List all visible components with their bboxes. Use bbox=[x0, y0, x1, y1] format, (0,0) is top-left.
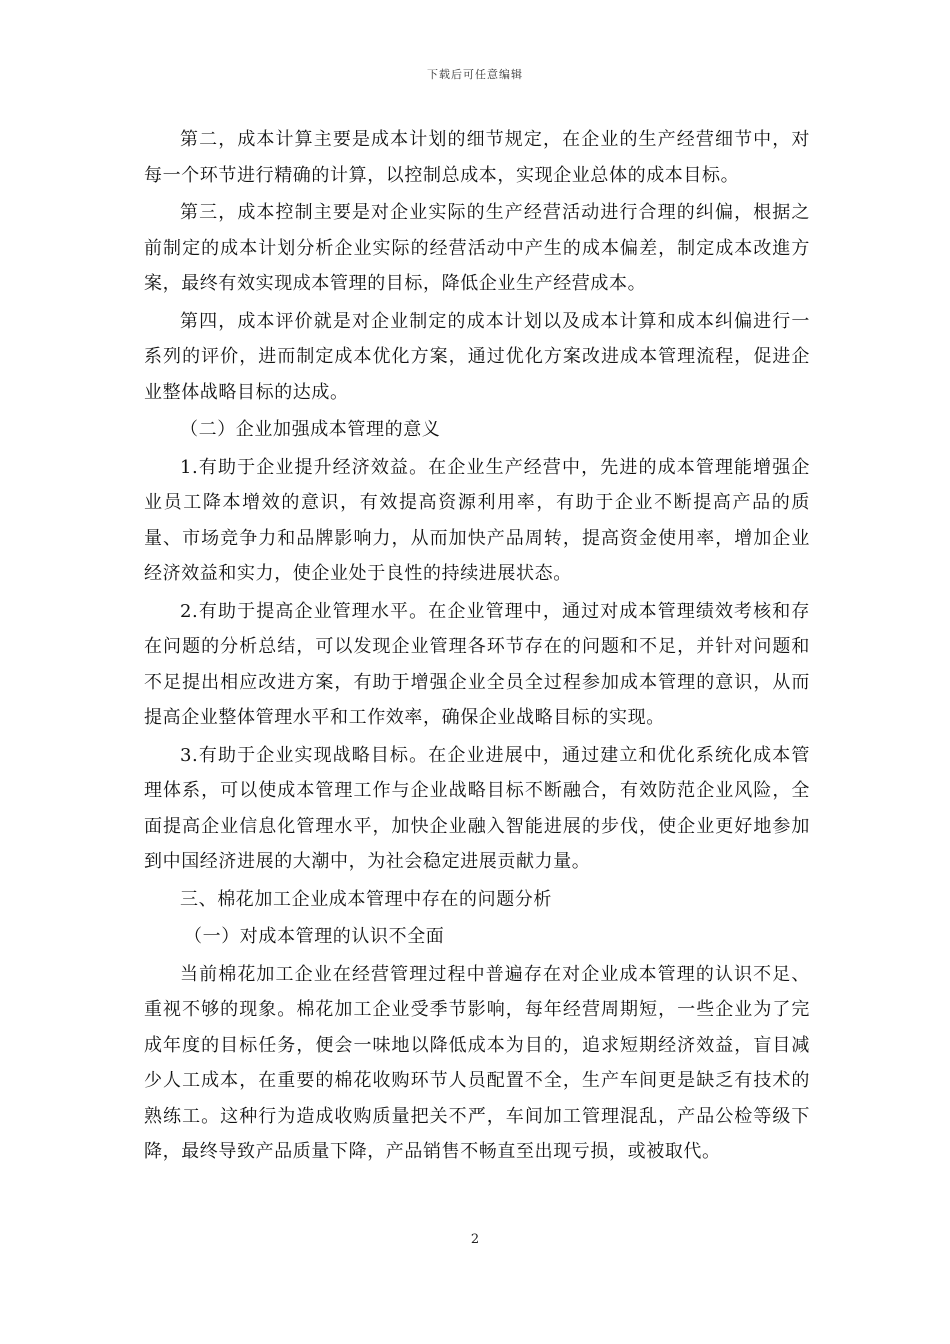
page-header: 下载后可任意编辑 bbox=[427, 68, 523, 81]
paragraph-management-level: 2.有助于提高企业管理水平。在企业管理中，通过对成本管理绩效考核和存在问题的分析总结，可以发现企业管理各环节存在的问题和不足，并针对问题和不足提出相应改进方案，有助于增强企业全员全过程参加成本管理的意识，从而提高企业整体管理水平和工作效率，确保企业战略目标的实现。 bbox=[144, 600, 810, 728]
section-heading-problems: 三、棉花加工企业成本管理中存在的问题分析 bbox=[180, 888, 552, 910]
paragraph-cost-calculation: 第二，成本计算主要是成本计划的细节规定，在企业的生产经营细节中，对每一个环节进行精确的计算，以控制总成本，实现企业总体的成本目标。 bbox=[144, 129, 810, 186]
section-heading-significance: （二）企业加强成本管理的意义 bbox=[180, 419, 441, 440]
paragraph-cost-evaluation: 第四，成本评价就是对企业制定的成本计划以及成本计算和成本纠偏进行一系列的评价，进而制定成本优化方案，通过优化方案改进成本管理流程，促进企业整体战略目标的达成。 bbox=[144, 310, 810, 403]
page-number: 2 bbox=[470, 1232, 480, 1247]
paragraph-awareness-problem: 当前棉花加工企业在经营管理过程中普遍存在对企业成本管理的认识不足、重视不够的现象。棉花加工企业受季节影响，每年经营周期短，一些企业为了完成年度的目标任务，便会一味地以降低成本为目的，追求短期经济效益，盲目减少人工成本，在重要的棉花收购环节人员配置不全，生产车间更是缺乏有技术的熟练工。这种行为造成收购质量把关不严，车间加工管理混乱，产品公检等级下降，最终导致产品质量下降，产品销售不畅直至出现亏损，或被取代。 bbox=[144, 963, 810, 1162]
document-body bbox=[144, 122, 810, 1172]
paragraph-strategic-goal: 3.有助于企业实现战略目标。在企业进展中，通过建立和优化系统化成本管理体系，可以使成本管理工作与企业战略目标不断融合，有效防范企业风险，全面提高企业信息化管理水平，加快企业融入智能进展的步伐，使企业更好地参加到中国经济进展的大潮中，为社会稳定进展贡献力量。 bbox=[144, 744, 810, 872]
subsection-heading-awareness: （一）对成本管理的认识不全面 bbox=[184, 926, 445, 947]
paragraph-economic-benefit: 1.有助于企业提升经济效益。在企业生产经营中，先进的成本管理能增强企业员工降本增效的意识，有效提高资源利用率，有助于企业不断提高产品的质量、市场竞争力和品牌影响力，从而加快产品周转，提高资金使用率，增加企业经济效益和实力，使企业处于良性的持续进展状态。 bbox=[144, 456, 810, 584]
paragraph-cost-control: 第三，成本控制主要是对企业实际的生产经营活动进行合理的纠偏，根据之前制定的成本计划分析企业实际的经营活动中产生的成本偏差，制定成本改進方案，最终有效实现成本管理的目标，降低企业生产经营成本。 bbox=[144, 202, 810, 294]
